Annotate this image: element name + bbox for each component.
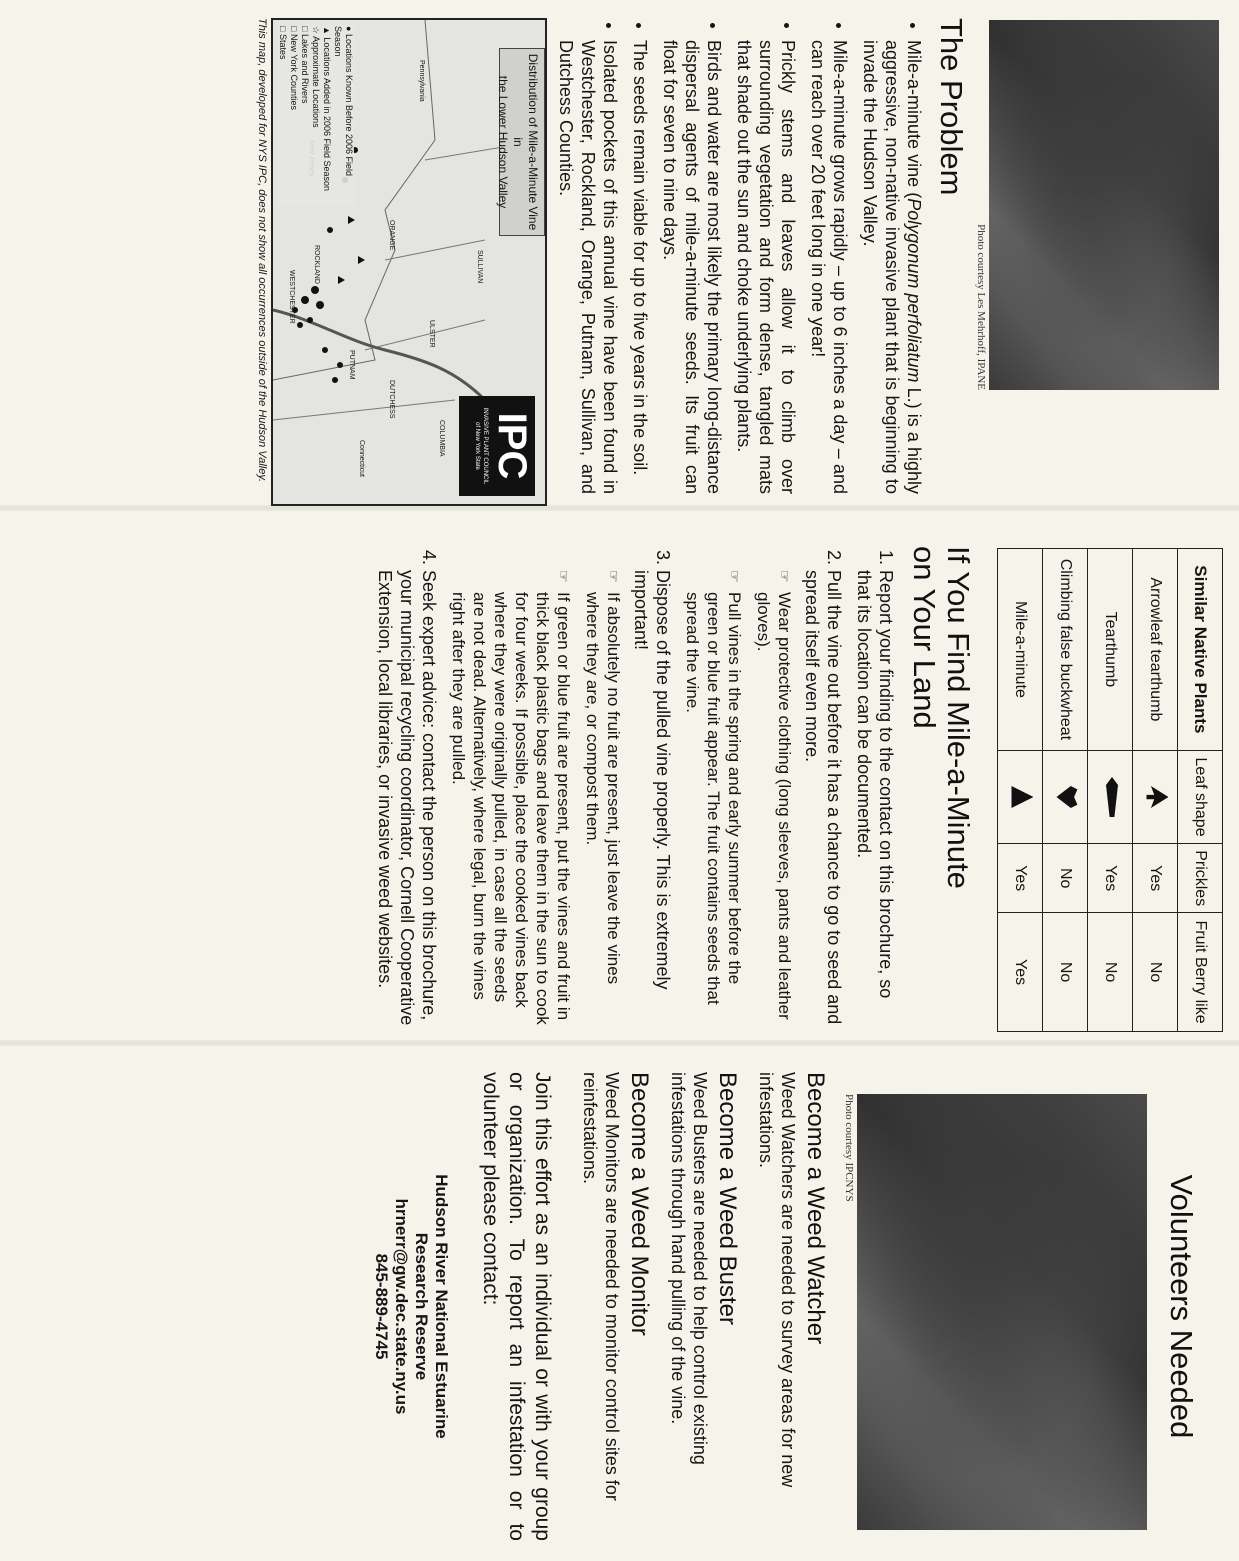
leaf-shape-cell [998,750,1043,843]
section-title: The Problem [934,18,969,196]
table-header: Similar Native Plants [1178,549,1223,751]
legend-item: ● Locations Known Before 2006 Field Season [333,26,354,177]
legend-item: □ Lakes and Rivers [300,26,310,104]
sub-item: ☞ Pull vines in the spring and early summer before the green or blue fruit appear. The fruit contains seeds that spread the vine. [683,570,744,1005]
plant-name: Mile-a-minute [998,549,1043,751]
county-label: WESTCHESTER [288,270,295,324]
narrow-leaf-icon [1106,777,1118,817]
steps-list [374,546,897,1026]
leaf-shape-cell [1088,750,1133,843]
map-title-line: the Lower Hudson Valley [496,75,510,209]
county-label: ULSTER [428,320,435,348]
list-item: 2. Pull the vine out before it has a chance to go to seed and spread itself even more. ☞ Wear protective clothing (long sleeves, pants and leather gloves). ☞ Pull vines in the spring and early summer before the green or blue fruit appear. The fruit contains seeds that spread the vine. [682,570,845,1026]
panel-volunteers [0,1050,1239,1561]
photo-caption: Photo courtesy Les Mehrhoff, IPANE [975,224,987,390]
section-body: Weed Monitors are needed to monitor control sites for reinfestations. [580,1072,622,1501]
fruit-cell: No [1133,913,1178,1032]
prickles-cell: Yes [1133,844,1178,913]
map-note: This map, developed for NYS IPC, does not show all occurrences outside of the Hudson Valley. [256,18,268,483]
section-title: Volunteers Needed [1164,1174,1199,1439]
sub-list [448,570,624,1026]
table-header-row [1178,549,1223,1032]
arrow-leaf-icon [1147,786,1169,808]
ipc-logo [459,396,535,496]
triangle-leaf-icon [1012,786,1034,808]
map-legend [277,26,354,206]
sub-item: ☞ If green or blue fruit are present, put the vines and fruit in thick black plastic bags and leave them in the sun to cook for four weeks. If possible, place the cooked vines back where they were originally pulled, in case all the seeds are not dead. Alternatively, where legal, burn the vines right after they are pulled. [449,570,573,1025]
panel-the-problem [0,0,1239,510]
pointing-hand-icon: ☞ [777,570,793,583]
distribution-map [271,18,547,506]
contact-org: Research Reserve [412,1232,431,1381]
leaf-shape-cell [1133,750,1178,843]
pointing-hand-icon: ☞ [606,570,622,583]
vine-photo [989,20,1219,390]
join-text: Join this effort as an individual or with your group or organization. To report an infestation or to volunteer please contact: [479,1072,554,1541]
fruit-cell: No [1088,913,1133,1032]
fruit-cell: Yes [998,913,1043,1032]
table-row [1133,549,1178,1032]
county-label: ROCKLAND [313,245,320,284]
table-row [1088,549,1133,1032]
leaf-shape-cell [1043,750,1088,843]
county-label: DUTCHESS [388,380,395,419]
sub-item: ☞ Wear protective clothing (long sleeves, pants and leather gloves). [754,570,794,1020]
section-heading: Become a Weed Monitor [626,1072,653,1336]
table-header: Leaf shape [1178,750,1223,843]
table-header: Fruit Berry like [1178,913,1223,1032]
sub-item: ☞ If absolutely no fruit are present, just leave the vines where they are, or compost them. [583,570,623,985]
ipc-logo-text: IPC [490,412,534,480]
contact-block [371,1072,451,1541]
list-item: • Isolated pockets of this annual vine have been found in Westchester, Rockland, Orange, Putnam, Sullivan, and Dutchess Counties. [555,40,621,494]
county-label: SULLIVAN [476,250,483,284]
table-header: Prickles [1178,844,1223,913]
plant-name: Tearthumb [1088,549,1133,751]
title-line: on Your Land [907,546,942,729]
list-item: • Birds and water are most likely the primary long-distance dispersal agents of mile-a-minute seeds. Its fruit can float for seven to nine days. [659,40,725,494]
list-item: • The seeds remain viable for up to five years in the soil. [629,40,651,494]
heart-leaf-icon [1057,786,1079,808]
problem-list [555,18,925,494]
volunteers-photo [857,1094,1147,1530]
photo-caption: Photo courtesy IPCNYS [843,1094,855,1202]
legend-item: □ States [278,26,288,60]
ipc-logo-sub: INVASIVE PLANT COUNCIL [482,407,488,485]
fruit-cell: No [1043,913,1088,1032]
section-body: Weed Watchers are needed to survey areas for new infestations. [756,1072,798,1488]
table-row [998,549,1043,1032]
pointing-hand-icon: ☞ [727,570,743,583]
legend-item: ▲ Locations Added in 2006 Field Season [322,26,332,192]
prickles-cell: Yes [998,844,1043,913]
comparison-table [997,548,1223,1032]
prickles-cell: No [1043,844,1088,913]
section-heading: Become a Weed Buster [714,1072,741,1326]
panel-if-you-find [0,520,1239,1040]
list-item: • Mile-a-minute grows rapidly – up to 6 inches a day – and can reach over 20 feet long in one year! [807,40,851,494]
section-body: Weed Busters are needed to help control existing infestations through hand pulling of the vine. [668,1072,710,1465]
contact-org: Hudson River National Estuarine [432,1174,451,1439]
county-label: ORANGE [388,220,395,251]
legend-item: □ New York Counties [289,26,299,110]
list-item: 4. Seek expert advice: contact the person on this brochure, your municipal recycling coordinator, Cornell Cooperative Extension, local libraries, or invasive weed websites. [374,570,440,1026]
county-label: Connecticut [358,440,365,477]
list-item: • Mile-a-minute vine (Polygonum perfoliatum L.) is a highly aggressive, non-native invasive plant that is beginning to invade the Hudson Valley. [859,40,925,494]
list-item: 3. Dispose of the pulled vine properly. This is extremely important! ☞ If absolutely no fruit are present, just leave the vines where they are, or compost them. ☞ If green or blue fruit are present, put the vines and fruit in thick black plastic bags and leave them in the sun to cook for four weeks. If possible, place the cooked vines back where they were originally pulled, in case all the seeds are not dead. Alternatively, where legal, burn the vines right after they are pulled. [448,570,674,1026]
county-label: Pennsylvania [418,60,425,102]
table-row [1043,549,1088,1032]
contact-email[interactable]: hrnerr@gw.dec.state.ny.us [392,1198,411,1415]
prickles-cell: Yes [1088,844,1133,913]
sub-list [682,570,795,1026]
section-heading: Become a Weed Watcher [802,1072,829,1345]
county-label: COLUMBIA [438,420,445,457]
title-line: If You Find Mile-a-Minute [941,546,976,889]
county-label: PUTNAM [348,350,355,380]
plant-name: Climbing false buckwheat [1043,549,1088,751]
contact-phone[interactable]: 845-889-4745 [372,1253,391,1360]
list-item: • Prickly stems and leaves allow it to climb over surrounding vegetation and form dense, tangled mats that shade out the sun and choke underlying plants. [733,40,799,494]
plant-name: Arrowleaf tearthumb [1133,549,1178,751]
list-item: 1. Report your finding to the contact on this brochure, so that its location can be documented. [853,570,897,1026]
legend-item: ☆ Approximate Locations [311,26,321,128]
pointing-hand-icon: ☞ [556,570,572,583]
ipc-logo-sub: of New York State [474,422,480,470]
section-title [907,546,975,1026]
map-title-line: Distribution of Mile-a-Minute Vine in [511,53,540,231]
map-title [496,48,545,236]
